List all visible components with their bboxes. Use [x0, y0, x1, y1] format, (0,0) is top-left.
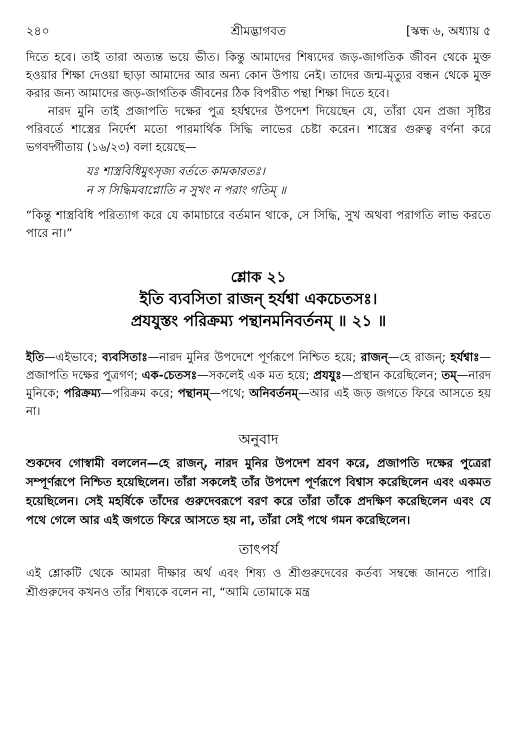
synonym-word: পন্থানম্ [177, 386, 210, 400]
sloka-block [26, 266, 491, 332]
word-meanings [26, 348, 491, 420]
synonym-word: অনিবর্তনম্ [249, 386, 299, 400]
intro-paragraph: দিতে হবে। তাই তারা অত্যন্ত ভয়ে ভীত। কিন্তু আমাদের শিষ্যদের জড়-জাগতিক জীবন থেকে মুক্ত হওয়ার শিক্ষা দেওয়া ছাড়া আমাদের আর অন্য কোন উপায় নেই। তাদের জন্ম-মৃত্যুর বন্ধন থেকে মুক্ত করার জন্য আমাদের জড়-জাগতিক জীবনের ঠিক বিপরীত পন্থা শিক্ষা দিতে হবে। [26, 50, 491, 100]
synonym-meaning: —প্রস্থান করেছিলেন; [341, 368, 442, 382]
synonym-meaning: —নারদ মুনিকে; [26, 368, 491, 400]
running-head [26, 22, 491, 48]
synonym-word: তম্ [441, 368, 457, 382]
synonym-meaning: —আর এই জড় জগতে ফিরে আসতে হয় না। [26, 386, 491, 418]
synonym-word: প্রযযুঃ [313, 368, 342, 382]
synonym-word: ইতি [26, 350, 45, 364]
page-number: ২৪০ [26, 24, 50, 38]
synonym-word: এক-চেতসঃ [141, 368, 198, 382]
verse-line-2: ন স সিদ্ধিমবাপ্নোতি ন সুখং ন পরাং গতিম্ ॥ [86, 183, 287, 197]
synonym-word: হর্যশ্বাঃ [450, 350, 480, 364]
synonym-meaning: —এইভাবে; [44, 350, 103, 364]
verse-line-1: যঃ শাস্ত্রবিধিমুৎসৃজ্য বর্ততে কামকারতঃ। [86, 164, 266, 178]
synonym-word: রাজন্ [360, 350, 388, 364]
body-paragraph: নারদ মুনি তাই প্রজাপতি দক্ষের পুত্র হর্যশ্বদের উপদেশ দিয়েছেন যে, তাঁরা যেন প্রজা সৃষ্টির পরিবর্তে শাস্ত্রের নির্দেশ মতো পারমার্থিক সিদ্ধি লাভের চেষ্টা করেন। শাস্ত্রের গুরুত্ব বর্ণনা করে ভগবদ্গীতায় (১৬/২৩) বলা হয়েছে— [26, 104, 491, 154]
synonym-word: ব্যবসিতাঃ [102, 350, 148, 364]
purport-heading: তাৎপর্য [238, 542, 279, 558]
synonym-meaning: —পরিক্রম করে; [100, 386, 178, 400]
sloka-line-1: ইতি ব্যবসিতা রাজন্ হর্যশ্বা একচেতসঃ। [139, 290, 378, 308]
synonym-meaning: —হে রাজন্; [387, 350, 451, 364]
gita-verse-quote [86, 162, 491, 200]
chapter-reference: [স্কন্ধ ৬, অধ্যায় ৫ [406, 24, 491, 38]
purport-text: এই শ্লোকটি থেকে আমরা দীক্ষার অর্থ এবং শিষ্য ও শ্রীগুরুদেবের কর্তব্য সম্বন্ধে জানতে পারি। শ্রীগুরুদেব কখনও তাঁর শিষ্যকে বলেন না, “আমি তোমাকে মন্ত্র [26, 566, 491, 599]
synonym-meaning: —পথে; [209, 386, 250, 400]
verse-translation: “কিন্তু শাস্ত্রবিধি পরিত্যাগ করে যে কামাচারে বর্তমান থাকে, সে সিদ্ধি, সুখ অথবা পরাগতি লাভ করতে পারে না।” [26, 208, 491, 240]
book-title: শ্রীমদ্ভাগবত [230, 24, 286, 38]
translation-heading: অনুবাদ [238, 432, 279, 448]
translation-text: শুকদেব গোস্বামী বললেন—হে রাজন্, নারদ মুনির উপদেশ শ্রবণ করে, প্রজাপতি দক্ষের পুত্রেরা সম্পূর্ণরূপে নিশ্চিত হয়েছিলেন। তাঁরা সকলেই তাঁর উপদেশ পূর্ণরূপে বিশ্বাস করেছিলেন এবং একমত হয়েছিলেন। সেই মহর্ষিকে তাঁদের গুরুদেবরূপে বরণ করে তাঁরা তাঁকে প্রদক্ষিণ করেছিলেন এবং যে পথে গেলে আর এই জগতে ফিরে আসতে হয় না, তাঁরা সেই পথে গমন করেছিলেন। [26, 456, 491, 527]
synonym-meaning: —নারদ মুনির উপদেশে পূর্ণরূপে নিশ্চিত হয়ে; [147, 350, 361, 364]
synonym-meaning: —প্রজাপতি দক্ষের পুত্রগণ; [26, 350, 492, 382]
synonym-word: পরিক্রম্য [63, 386, 101, 400]
sloka-line-2: প্রযযুস্তং পরিক্রম্য পন্থানমনিবর্তনম্ ॥ ২১ ॥ [130, 312, 387, 330]
sloka-title: শ্লোক ২১ [230, 268, 287, 286]
synonym-meaning: —সকলেই এক মত হয়ে; [197, 368, 314, 382]
